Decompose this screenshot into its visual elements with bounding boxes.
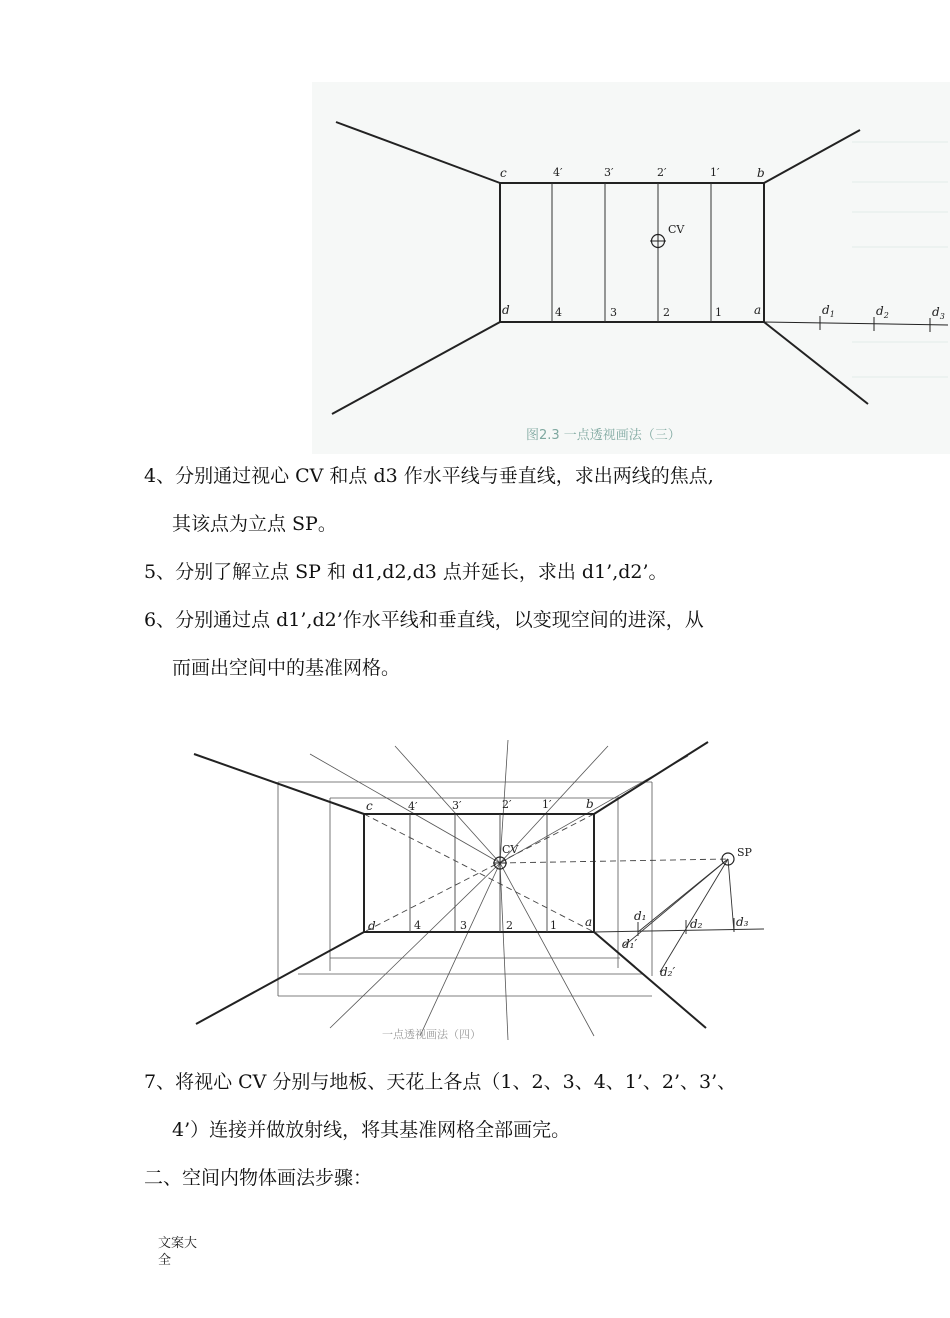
fig2-label-4-prime: 4′ bbox=[408, 800, 418, 813]
fig2-label-sp: SP bbox=[737, 846, 752, 859]
step-6-line1: 6、分别通过点 d1’,d2’作水平线和垂直线，以变现空间的进深，从 bbox=[144, 609, 704, 631]
fig2-label-3-prime: 3′ bbox=[452, 799, 462, 812]
fig2-label-d1-prime: d₁′ bbox=[622, 937, 638, 951]
label-1: 1 bbox=[715, 306, 722, 319]
fig2-label-1: 1 bbox=[550, 919, 557, 932]
label-4-prime: 4′ bbox=[553, 166, 563, 179]
figure-one-point-perspective-4 bbox=[190, 736, 770, 1048]
label-2: 2 bbox=[663, 306, 670, 319]
fig2-label-d2: d₂ bbox=[690, 917, 703, 931]
label-cv: CV bbox=[668, 223, 685, 236]
step-4-line2: 其该点为立点 SP。 bbox=[172, 513, 337, 535]
perspective-diagram-1 bbox=[312, 82, 950, 454]
back-wall-rect-2 bbox=[364, 814, 594, 932]
label-4: 4 bbox=[555, 306, 562, 319]
fig2-label-2-prime: 2′ bbox=[502, 798, 512, 811]
label-a: a bbox=[754, 303, 762, 317]
fig2-label-b: b bbox=[586, 797, 594, 811]
fig2-label-d3: d₃ bbox=[736, 915, 749, 929]
label-c: c bbox=[500, 166, 507, 180]
fig2-label-d: d bbox=[368, 919, 376, 933]
perspective-diagram-2 bbox=[190, 736, 770, 1048]
step-7-line1: 7、将视心 CV 分别与地板、天花上各点（1、2、3、4、1’、2’、3’、 bbox=[144, 1071, 737, 1093]
fig2-label-d1: d₁ bbox=[634, 909, 647, 923]
figure1-caption: 图2.3 一点透视画法（三） bbox=[526, 428, 681, 443]
figure-one-point-perspective-3 bbox=[312, 82, 950, 454]
label-3: 3 bbox=[610, 306, 617, 319]
step-6-line2: 而画出空间中的基准网格。 bbox=[172, 657, 401, 679]
label-d3: $d_3$ bbox=[932, 305, 945, 321]
section-heading: 二、空间内物体画法步骤： bbox=[144, 1167, 373, 1189]
fig2-label-2: 2 bbox=[506, 919, 513, 932]
fig2-label-a: a bbox=[585, 915, 593, 929]
footer-line1: 文案大 bbox=[158, 1236, 198, 1251]
figure2-caption: 一点透视画法（四） bbox=[382, 1028, 481, 1041]
back-wall-rect bbox=[500, 183, 764, 322]
label-1-prime: 1′ bbox=[710, 166, 720, 179]
step-5-line1: 5、分别了解立点 SP 和 d1,d2,d3 点并延长，求出 d1’,d2’。 bbox=[144, 561, 668, 583]
fig2-label-4: 4 bbox=[414, 919, 421, 932]
fig2-label-d2-prime: d₂′ bbox=[660, 965, 676, 979]
fig2-label-c: c bbox=[366, 799, 373, 813]
fig2-label-cv: CV bbox=[502, 843, 519, 856]
label-3-prime: 3′ bbox=[604, 166, 614, 179]
label-d2: $d_2$ bbox=[876, 304, 889, 320]
label-2-prime: 2′ bbox=[657, 166, 667, 179]
step-7-line2: 4’）连接并做放射线，将其基准网格全部画完。 bbox=[172, 1119, 571, 1141]
label-d1: $d_1$ bbox=[822, 303, 835, 319]
fig2-label-1-prime: 1′ bbox=[542, 798, 552, 811]
footer-note bbox=[158, 1235, 202, 1269]
footer-line2: 全 bbox=[158, 1253, 172, 1268]
fig2-label-3: 3 bbox=[460, 919, 467, 932]
step-4-line1: 4、分别通过视心 CV 和点 d3 作水平线与垂直线，求出两线的焦点, bbox=[144, 465, 714, 487]
label-b: b bbox=[757, 166, 765, 180]
label-d: d bbox=[502, 303, 510, 317]
